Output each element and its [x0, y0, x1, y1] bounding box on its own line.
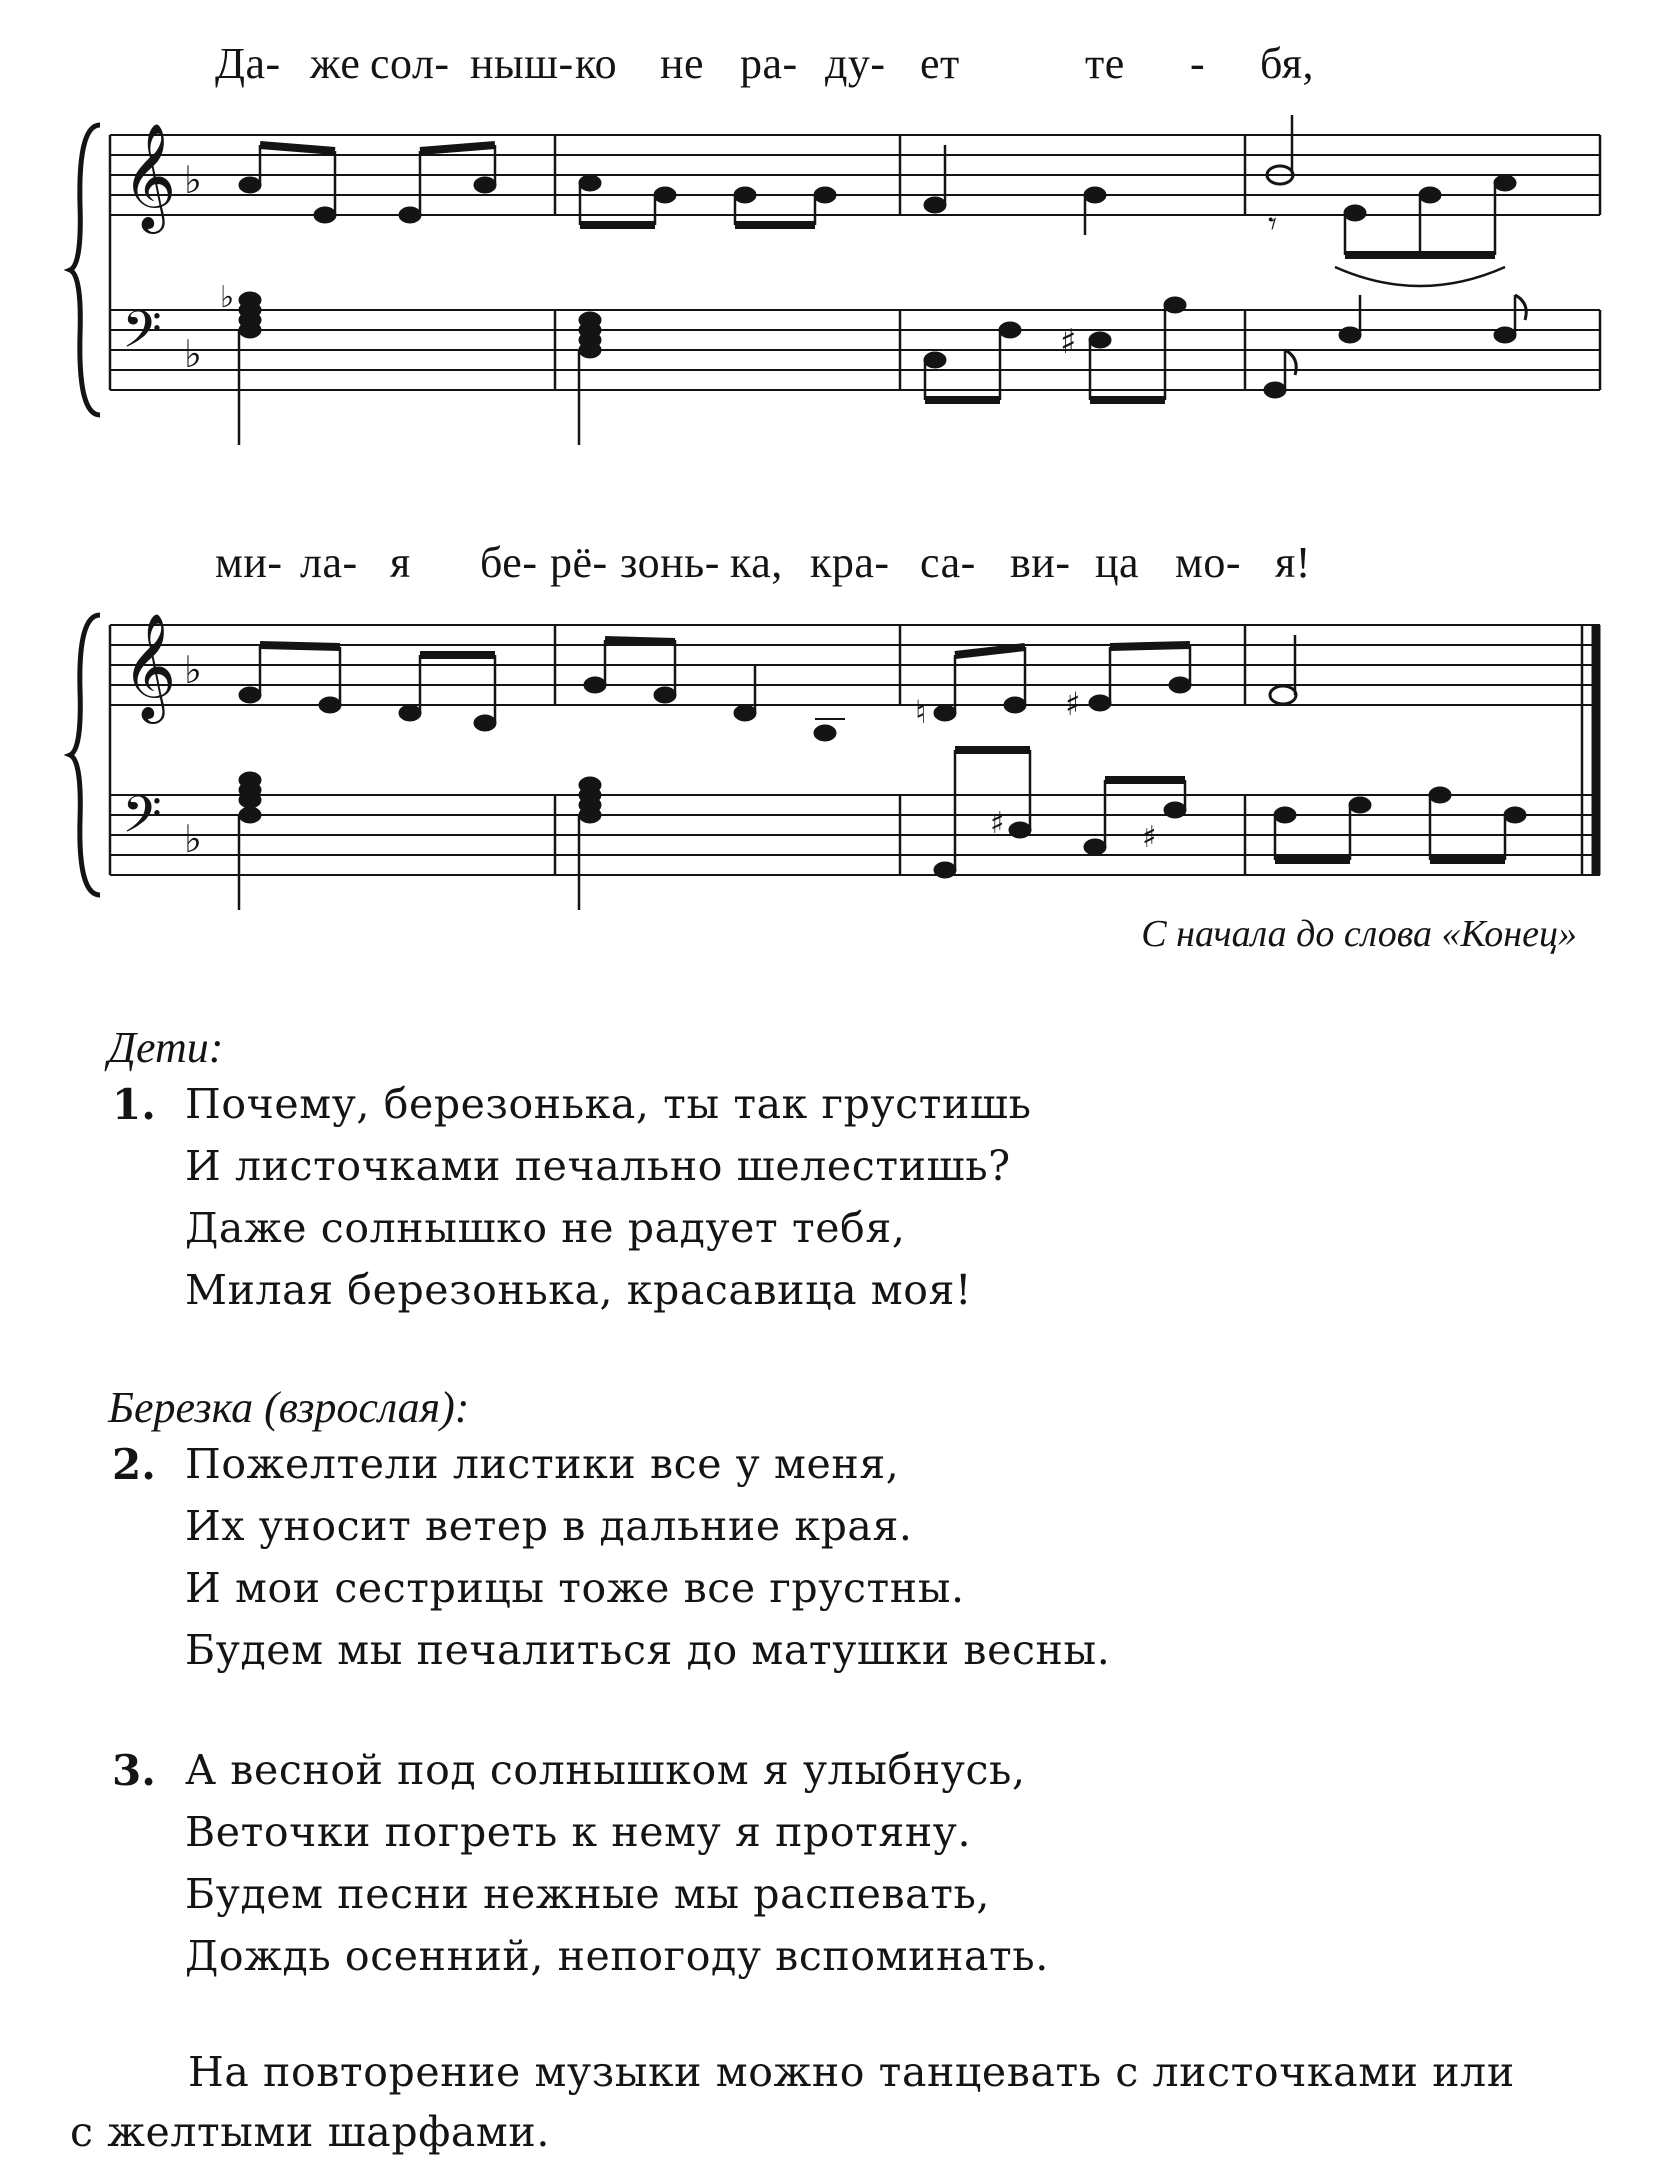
lyric-syllable: ми-: [215, 538, 283, 587]
lyric-syllable: са-: [920, 538, 976, 587]
lyric-syllable: ла-: [300, 538, 358, 587]
brace: [70, 615, 100, 895]
lyric-syllable: те: [1085, 39, 1125, 88]
sharp-icon: ♯: [990, 806, 1005, 841]
flat-icon: ♭: [184, 158, 202, 202]
verse-line: И мои сестрицы тоже все грустны.: [185, 1564, 965, 1612]
lyric-syllable: ви-: [1010, 538, 1071, 587]
lyric-syllable: же: [310, 39, 361, 88]
lyric-syllable: ет: [920, 39, 960, 88]
final-barline: [1582, 625, 1596, 875]
lyric-syllable: бя,: [1260, 39, 1315, 88]
verse-line: И листочками печально шелестишь?: [185, 1142, 1011, 1190]
system2-score: [0, 585, 1677, 915]
verse-line: Их уносит ветер в дальние края.: [185, 1502, 913, 1550]
sharp-icon: ♯: [1060, 322, 1077, 362]
system1-notes: [220, 115, 1526, 445]
system2-notes: [239, 635, 1526, 910]
lyric-syllable: мо-: [1175, 538, 1241, 587]
verse-line: Пожелтели листики все у меня,: [185, 1440, 900, 1488]
bass-staff: [110, 310, 1600, 390]
treble-staff: [110, 625, 1600, 705]
speaker-birch: Березка (взрослая):: [108, 1383, 470, 1432]
lyric-syllable: ца: [1095, 538, 1140, 587]
lyric-syllable: бе-: [480, 538, 538, 587]
verse-line: Даже солнышко не радует тебя,: [185, 1204, 906, 1252]
lyric-syllable: я!: [1275, 538, 1311, 587]
system1-score: [0, 95, 1677, 445]
verse-number: 3.: [112, 1746, 156, 1795]
lyric-syllable: ра-: [740, 39, 798, 88]
lyric-syllable: ду-: [825, 39, 886, 88]
lyric-syllable: кра-: [810, 538, 890, 587]
lyric-syllable: -: [1190, 39, 1206, 88]
natural-icon: ♮: [915, 693, 927, 731]
treble-clef-icon: 𝄞: [122, 612, 177, 719]
footer-note-line1: На повторение музыки можно танцевать с листочками или: [188, 2048, 1515, 2096]
lyric-syllable: ко: [575, 39, 618, 88]
verse-number: 1.: [112, 1080, 156, 1129]
sharp-icon: ♯: [1065, 685, 1081, 723]
verse-line: Милая березонька, красавица моя!: [185, 1266, 973, 1314]
footer-note-line2: с желтыми шарфами.: [70, 2108, 550, 2156]
verse-line: Будем песни нежные мы распевать,: [185, 1870, 991, 1918]
lyric-syllable: рё-: [550, 538, 608, 587]
barlines: [110, 135, 1600, 390]
lyric-syllable: зонь-: [620, 538, 720, 587]
treble-clef-icon: 𝄞: [122, 122, 177, 229]
verse-line: Дождь осенний, непогоду вспоминать.: [185, 1932, 1049, 1980]
rest-icon: 𝄾: [1268, 204, 1278, 244]
speaker-children: Дети:: [108, 1023, 224, 1072]
flat-icon: ♭: [220, 280, 235, 315]
lyric-syllable: ка,: [730, 538, 783, 587]
bass-clef-icon: 𝄢: [122, 299, 162, 372]
da-capo-note: С начала до слова «Конец»: [1141, 913, 1577, 955]
verse-line: А весной под солнышком я улыбнусь,: [185, 1746, 1026, 1794]
bass-clef-icon: 𝄢: [122, 784, 162, 857]
verse-line: Почему, березонька, ты так грустишь: [185, 1080, 1032, 1128]
bass-staff: [110, 795, 1600, 875]
bass-chord: [239, 292, 261, 445]
verse-line: Веточки погреть к нему я протяну.: [185, 1808, 972, 1856]
sharp-icon: ♯: [1142, 820, 1157, 855]
flat-icon: ♭: [184, 332, 202, 376]
brace: [70, 125, 100, 415]
lyric-syllable: не: [660, 39, 705, 88]
lyric-syllable: я: [390, 538, 411, 587]
flat-icon: ♭: [184, 648, 202, 692]
barlines: [110, 625, 1245, 875]
flat-icon: ♭: [184, 817, 202, 861]
verse-line: Будем мы печалиться до матушки весны.: [185, 1626, 1111, 1674]
lyric-syllable: Да-: [215, 39, 281, 88]
lyric-syllable: сол-: [370, 39, 450, 88]
lyric-syllable: ныш-: [470, 39, 574, 88]
verse-number: 2.: [112, 1440, 156, 1489]
